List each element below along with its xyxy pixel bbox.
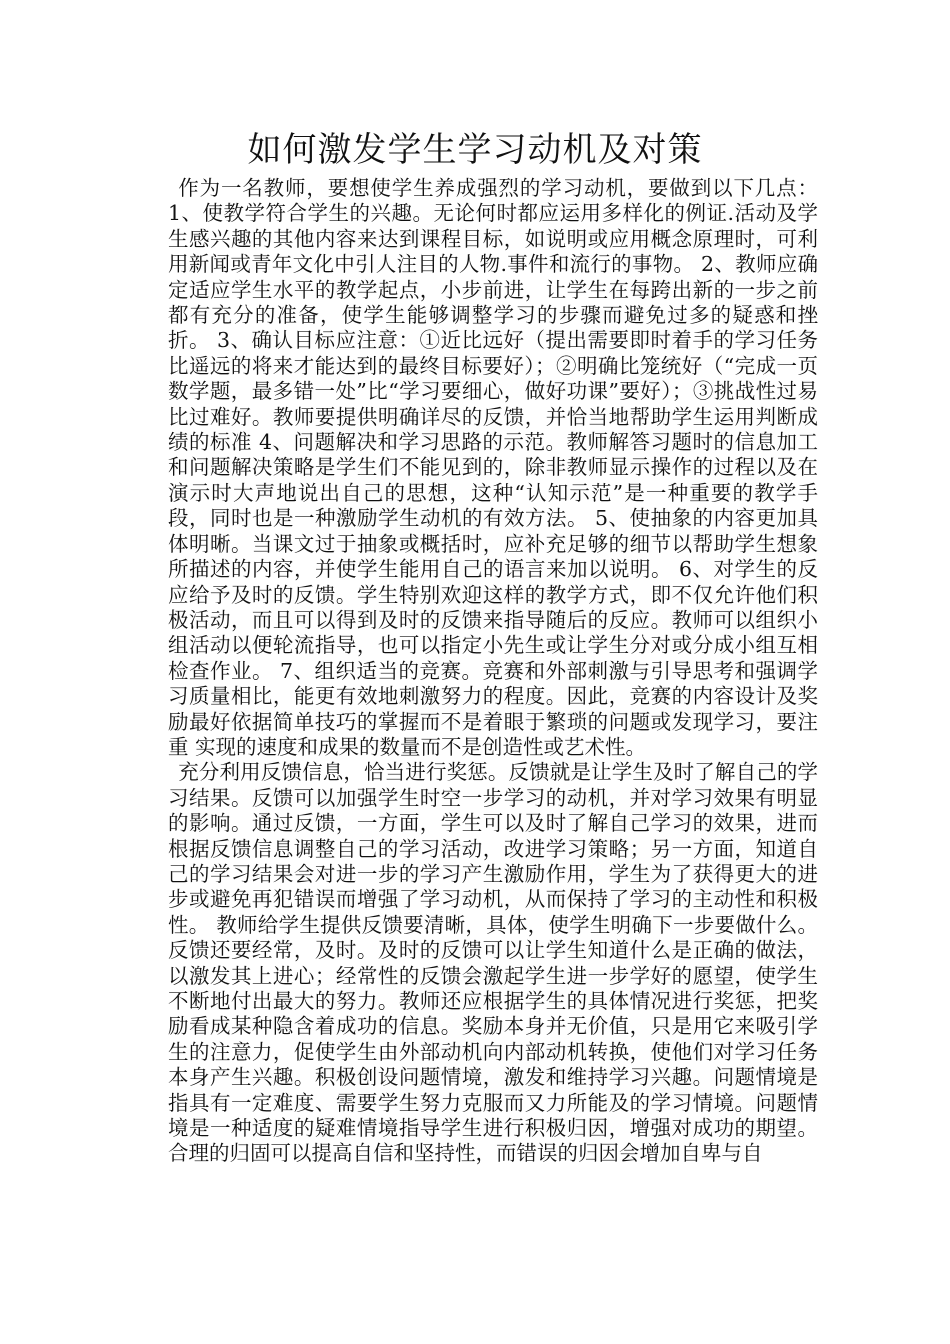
document-title: 如何激发学生学习动机及对策 (247, 130, 703, 170)
paragraph-1: 作为一名教师，要想使学生养成强烈的学习动机，要做到以下几点： 1、使教学符合学生的兴趣。无论何时都应运用多样化的例证.活动及学生感兴趣的其他内容来达到课程目标，如说明或应用概念原理时，可利用新闻或青年文化中引人注目的人物.事件和流行的事物。 2、教师应确定适应学生水平的教学起点，小步前进，让学生在每跨出新的一步之前都有充分的准备，使学生能够调整学习的步骤而避免过多的疑惑和挫折。 3、确认目标应注意：①近比远好（提出需要即时着手的学习任务比遥远的将来才能达到的最终目标要好）；②明确比笼统好（“完成一页数学题，最多错一处”比“学习要细心，做好功课”要好）；③挑战性过易比过难好。教师要提供明确详尽的反馈，并恰当地帮助学生运用判断成绩的标准 4、问题解决和学习思路的示范。教师解答习题时的信息加工和问题解决策略是学生们不能见到的，除非教师显示操作的过程以及在演示时大声地说出自己的思想，这种“认知示范”是一种重要的教学手段，同时也是一种激励学生动机的有效方法。 5、使抽象的内容更加具体明晰。当课文过于抽象或概括时，应补充足够的细节以帮助学生想象所描述的内容，并使学生能用自己的语言来加以说明。 6、对学生的反应给予及时的反馈。学生特别欢迎这样的教学方式，即不仅允许他们积极活动，而且可以得到及时的反馈来指导随后的反应。教师可以组织小组活动以便轮流指导，也可以指定小先生或让学生分对或分成小组互相检查作业。 7、组织适当的竞赛。竞赛和外部刺激与引导思考和强调学习质量相比，能更有效地刺激努力的程度。因此，竞赛的内容设计及奖励最好依据简单技巧的掌握而不是着眼于繁琐的问题或发现学习，要注重 实现的速度和成果的数量而不是创造性或艺术性。 (168, 176, 818, 759)
document-body (168, 176, 818, 1167)
paragraph-2: 充分利用反馈信息，恰当进行奖惩。反馈就是让学生及时了解自己的学习结果。反馈可以加强学生时空一步学习的动机，并对学习效果有明显的影响。通过反馈，一方面，学生可以及时了解自己学习的效果，进而根据反馈信息调整自己的学习活动，改进学习策略；另一方面，知道自己的学习结果会对进一步的学习产生激励作用，学生为了获得更大的进步或避免再犯错误而增强了学习动机，从而保持了学习的主动性和积极性。 教师给学生提供反馈要清晰，具体，使学生明确下一步要做什么。反馈还要经常，及时。及时的反馈可以让学生知道什么是正确的做法，以激发其上进心；经常性的反馈会激起学生进一步学好的愿望，使学生不断地付出最大的努力。教师还应根据学生的具体情况进行奖惩，把奖励看成某种隐含着成功的信息。奖励本身并无价值，只是用它来吸引学生的注意力，促使学生由外部动机向内部动机转换，使他们对学习任务本身产生兴趣。积极创设问题情境，激发和维持学习兴趣。问题情境是指具有一定难度、需要学生努力克服而又力所能及的学习情境。问题情境是一种适度的疑难情境指导学生进行积极归因，增强对成功的期望。合理的归固可以提高自信和坚持性，而错误的归因会增加自卑与自 (168, 760, 818, 1166)
